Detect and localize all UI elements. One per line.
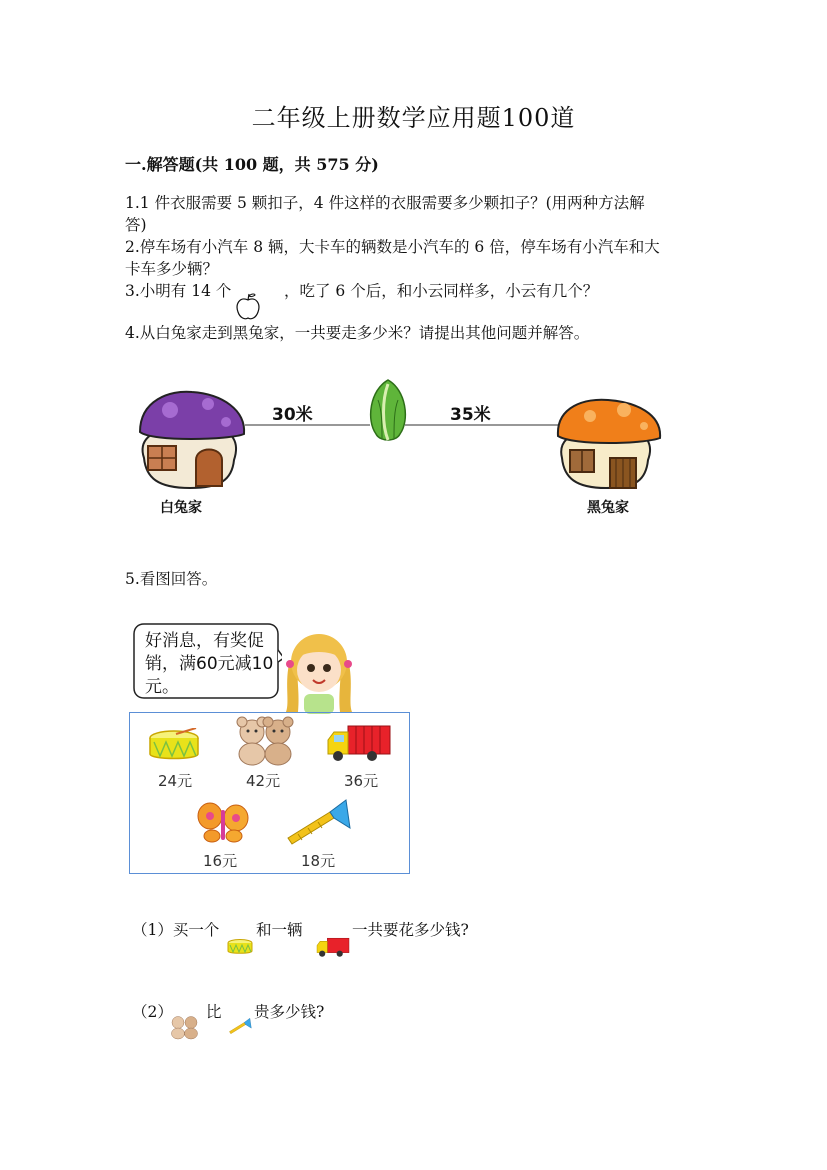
bears-icon: [232, 716, 300, 766]
bubble-line-1: 好消息，有奖促: [145, 631, 264, 651]
bubble-line-3: 元。: [145, 677, 179, 697]
question-5: 5.看图回答。: [125, 570, 218, 588]
bears-price: 42元: [246, 772, 281, 790]
apple-icon: [233, 292, 263, 322]
horn-icon: [228, 1014, 252, 1038]
white-rabbit-house-label: 白兔家: [160, 500, 202, 516]
section-heading: 一.解答题(共 100 题，共 575 分): [125, 155, 379, 174]
cabbage-icon: [371, 380, 406, 440]
page-title: 二年级上册数学应用题100道: [251, 104, 576, 132]
drum-icon: [146, 728, 202, 764]
truck-icon: [326, 722, 392, 766]
bubble-line-2: 销，满60元减10: [145, 654, 274, 674]
girl-icon: [280, 622, 358, 718]
horn-price: 18元: [301, 852, 336, 870]
butterfly-icon: [196, 800, 250, 844]
sub-question-2-part-a: （2）: [132, 1003, 173, 1021]
sub-question-1-part-c: 一共要花多少钱?: [352, 921, 469, 939]
sub-question-2-part-b: 比: [206, 1003, 222, 1021]
question-4: 4.从白兔家走到黑兔家，一共要走多少米？请提出其他问题并解答。: [125, 324, 590, 342]
drum-price: 24元: [158, 772, 193, 790]
distance-right-label: 35米: [450, 405, 491, 425]
question-3-part-2: ，吃了 6 个后，和小云同样多，小云有几个？: [284, 282, 599, 300]
question-2-line-1: 2.停车场有小汽车 8 辆，大卡车的辆数是小汽车的 6 倍，停车场有小汽车和大: [125, 238, 660, 256]
question-1-line-1: 1.1 件衣服需要 5 颗扣子，4 件这样的衣服需要多少颗扣子？(用两种方法解: [125, 194, 645, 212]
drum-icon: [226, 938, 254, 956]
question-3-part-1: 3.小明有 14 个: [125, 282, 232, 300]
butterfly-price: 16元: [203, 852, 238, 870]
truck-price: 36元: [344, 772, 379, 790]
distance-left-label: 30米: [272, 405, 313, 425]
truck-icon: [316, 936, 350, 959]
sub-question-1-part-a: （1）买一个: [132, 921, 220, 939]
black-rabbit-house-icon: [558, 400, 660, 488]
black-rabbit-house-label: 黑兔家: [587, 500, 629, 516]
question-2-line-2: 卡车多少辆？: [125, 260, 219, 278]
white-rabbit-house-icon: [140, 392, 244, 488]
sub-question-2-part-c: 贵多少钱?: [254, 1003, 325, 1021]
sub-question-1-part-b: 和一辆: [256, 921, 303, 939]
question-1-line-2: 答): [125, 216, 147, 234]
bears-icon: [168, 1014, 202, 1040]
horn-icon: [284, 798, 352, 846]
